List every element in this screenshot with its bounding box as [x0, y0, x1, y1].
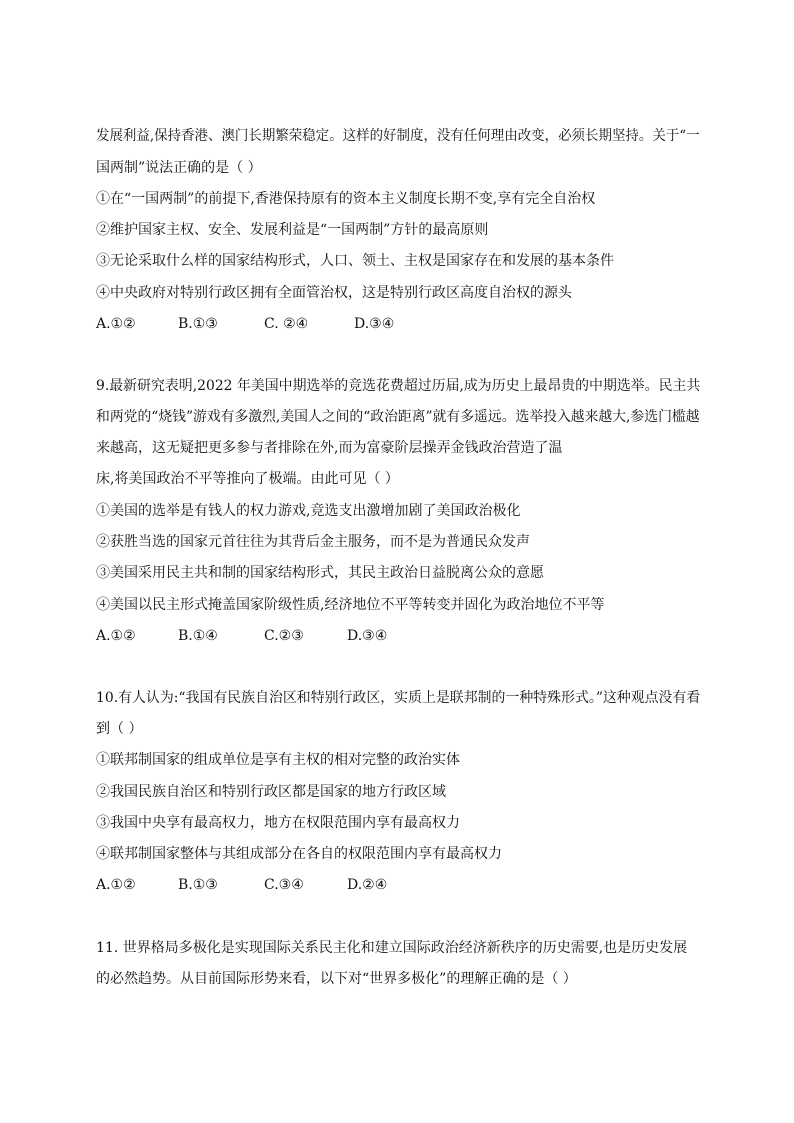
q8-option-b: B.①③ [178, 316, 218, 332]
q10-statement-1: ①联邦制国家的组成单位是享有主权的相对完整的政治实体 [96, 752, 460, 768]
q9-statement-2: ②获胜当选的国家元首往往为其背后金主服务，而不是为普通民众发声 [96, 534, 530, 550]
q8-stem-line-1: 发展利益,保持香港、澳门长期繁荣稳定。这样的好制度，没有任何理由改变，必须长期坚持。关于“一 [96, 128, 700, 144]
q8-option-d: D.③④ [354, 316, 395, 332]
q9-option-c: C.②③ [264, 628, 304, 644]
q10-statement-4: ④联邦制国家整体与其组成部分在各自的权限范围内享有最高权力 [96, 846, 502, 862]
q10-option-b: B.①③ [178, 877, 218, 893]
q9-stem-line-1: 9.最新研究表明,2022 年美国中期选举的竞选花费超过历届,成为历史上最昂贵的中期选举。民主共 [96, 378, 701, 394]
q9-option-b: B.①④ [178, 628, 218, 644]
q10-statement-3: ③我国中央享有最高权力，地方在权限范围内享有最高权力 [96, 815, 460, 831]
q9-option-a: A.①② [96, 628, 136, 644]
q10-stem-line-2: 到（ ） [96, 721, 143, 737]
q8-statement-2: ②维护国家主权、安全、发展利益是“一国两制”方针的最高原则 [96, 222, 489, 238]
q8-statement-1: ①在“一国两制”的前提下,香港保持原有的资本主义制度长期不变,享有完全自治权 [96, 191, 596, 207]
q10-statement-2: ②我国民族自治区和特别行政区都是国家的地方行政区域 [96, 784, 446, 800]
q9-option-d: D.③④ [347, 628, 388, 644]
q9-statement-1: ①美国的选举是有钱人的权力游戏,竞选支出激增加剧了美国政治极化 [96, 503, 521, 519]
q9-stem-line-4: 床,将美国政治不平等推向了极端。由此可见（ ） [96, 471, 399, 487]
q10-option-c: C.③④ [264, 877, 304, 893]
q10-option-d: D.②④ [347, 877, 388, 893]
q8-statement-4: ④中央政府对特别行政区拥有全面管治权，这是特别行政区高度自治权的源头 [96, 285, 572, 301]
q8-option-a: A.①② [96, 316, 136, 332]
q9-statement-4: ④美国以民主形式掩盖国家阶级性质,经济地位不平等转变并固化为政治地位不平等 [96, 597, 605, 613]
q10-option-a: A.①② [96, 877, 136, 893]
q8-option-c: C. ②④ [264, 316, 309, 332]
q9-stem-line-3: 来越高，这无疑把更多参与者排除在外,而为富豪阶层操弄金钱政治营造了温 [96, 440, 563, 456]
q9-statement-3: ③美国采用民主共和制的国家结构形式，其民主政治日益脱离公众的意愿 [96, 565, 544, 581]
q8-stem-line-2: 国两制”说法正确的是（ ） [96, 160, 262, 176]
q9-stem-line-2: 和两党的“烧钱”游戏有多激烈,美国人之间的“政治距离”就有多遥远。选举投入越来越大,参选门槛越 [96, 409, 700, 425]
q8-statement-3: ③无论采取什么样的国家结构形式，人口、领土、主权是国家存在和发展的基本条件 [96, 253, 614, 269]
q10-stem-line-1: 10.有人认为:“我国有民族自治区和特别行政区，实质上是联邦制的一种特殊形式。”这种观点没有看 [96, 690, 701, 706]
q11-stem-line-2: 的必然趋势。从目前国际形势来看，以下对“世界多极化”的理解正确的是（ ） [96, 971, 577, 987]
q11-stem-line-1: 11. 世界格局多极化是实现国际关系民主化和建立国际政治经济新秩序的历史需要,也是历史发展 [96, 940, 688, 956]
